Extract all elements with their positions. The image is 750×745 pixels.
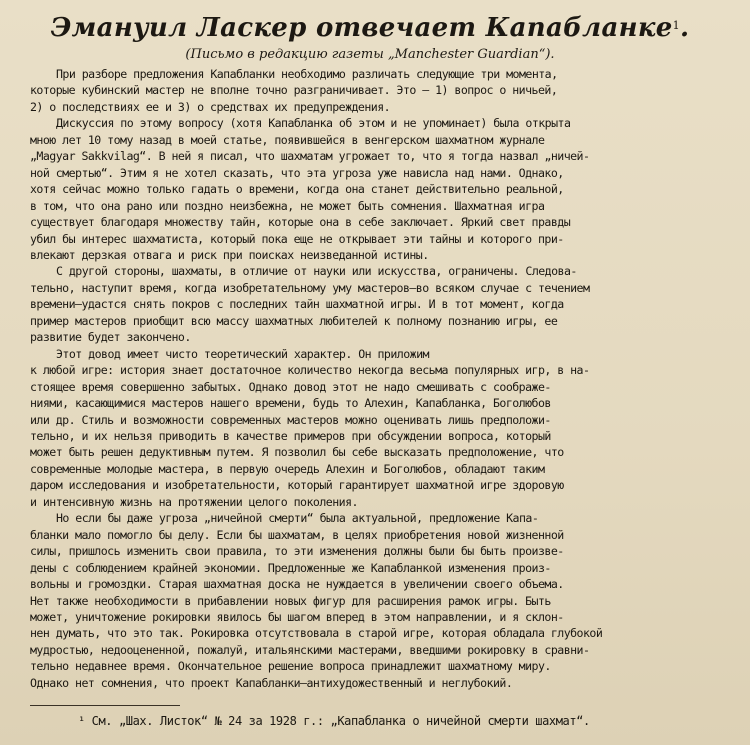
footnote-separator [30,705,180,706]
text-line: в том, что она рано или поздно неизбежна, не может быть сомнения. Шахматная игра [30,198,545,213]
text-line: мною лет 10 тому назад в моей статье, появившейся в венгерском шахматном журнале [30,132,545,147]
title-period: . [679,13,690,43]
paragraph [30,510,710,691]
text-line: даром исследования и изобретательности, который гарантирует шахматной игре здоровую [30,478,564,493]
text-line: ной смертью“. Этим я не хотел сказать, что эта угроза уже нависла над нами. Однако, [30,165,564,180]
text-line: развитие будет закончено. [30,330,191,345]
text-line: нен думать, что это так. Рокировка отсутствовала в старой игре, которая обладала глубокой [30,626,603,641]
text-line: пример мастеров приобщит всю массу шахматных любителей к полному познанию игры, ее [30,313,558,328]
text-line: Этот довод имеет чисто теоретический характер. Он приложим [56,346,429,361]
text-line: может, уничтожение рокировки явилось бы шагом вперед в этом направлении, и я склон- [30,609,564,624]
text-line: современные молодые мастера, в первую очередь Алехин и Боголюбов, обладают таким [30,461,545,476]
article-title-text: Эмануил Ласкер отвечает Капабланке [50,13,673,43]
text-line: Дискуссия по этому вопросу (хотя Капабланка об этом и не упоминает) была открыта [56,116,571,131]
footnote: ¹ См. „Шах. Листок“ № 24 за 1928 г.: „Капабланка о ничейной смерти шахмат“. [78,714,590,729]
footnote-marker: 1 [672,19,680,32]
text-line: 2) о последствиях ее и 3) о средствах их предупреждения. [30,99,391,114]
text-line: С другой стороны, шахматы, в отличие от науки или искусства, ограничены. Следова- [56,264,577,279]
text-line: силы, пришлось изменить свои правила, то эти изменения должны были бы быть произве- [30,544,564,559]
text-line: мудростью, недооцененной, пожалуй, итальянскими мастерами, введшими рокировку в сравни- [30,642,590,657]
text-line: тельно, наступит время, когда изобретательному уму мастеров—во всяком случае с течением [30,280,590,295]
paragraph [30,263,710,345]
text-line: существует благодаря множеству тайн, которые она в себе заключает. Яркий свет правды [30,215,571,230]
text-line: дены с соблюдением крайней экономии. Предложенные же Капабланкой изменения произ- [30,560,551,575]
text-line: бланки мало помогло бы делу. Если бы шахматам, в целях приобретения новой жизненной [30,527,564,542]
text-line: к любой игре: история знает достаточное количество некогда весьма популярных игр, в на- [30,363,590,378]
text-line: и интенсивную жизнь на протяжении целого поколения. [30,494,358,509]
text-line: хотя сейчас можно только гадать о времени, когда она станет действительно реальной, [30,182,564,197]
text-line: может быть решен дедуктивным путем. Я позволил бы себе высказать предположение, что [30,445,564,460]
text-line: стоящее время совершенно забытых. Однако довод этот не надо смешивать с соображе- [30,379,551,394]
text-line: тельно недавнее время. Окончательное решение вопроса принадлежит шахматному миру. [30,659,551,674]
text-line: ниями, касающимися мастеров нашего времени, будь то Алехин, Капабланка, Боголюбов [30,396,551,411]
article-subtitle: (Письмо в редакцию газеты „Manchester Guardian“). [185,47,555,62]
paragraph [30,346,710,511]
text-line: тельно, и их нельзя приводить в качестве примеров при обсуждении вопроса, который [30,428,551,443]
text-line: Однако нет сомнения, что проект Капабланки—антихудожественный и неглубокий. [30,675,513,690]
text-line: Нет также необходимости в прибавлении новых фигур для расширения рамок игры. Быть [30,593,551,608]
article-title [30,12,710,44]
text-line: При разборе предложения Капабланки необходимо различать следующие три момента, [56,67,558,81]
text-line: вольны и громоздки. Старая шахматная доска не нуждается в увеличении своего объема. [30,577,564,592]
article-body [30,66,710,691]
text-line: Но если бы даже угроза „ничейной смерти“ была актуальной, предложение Капа- [56,511,539,526]
paragraph [30,66,710,115]
text-line: которые кубинский мастер не вполне точно разграничивает. Это — 1) вопрос о ничьей, [30,83,558,98]
text-line: влекают дерзкая отвага и риск при поисках неизведанной истины. [30,247,429,262]
paragraph [30,115,710,263]
text-line: времени—удастся снять покров с последних тайн шахматной игры. И в тот момент, когда [30,297,564,312]
text-line: „Magyar Sakkvilag“. В ней я писал, что шахматам угрожает то, что я тогда назвал „ничей- [30,149,590,164]
text-line: убил бы интерес шахматиста, который пока еще не открывает эти тайны и которого при- [30,231,564,246]
text-line: или др. Стиль и возможности современных мастеров можно оценивать лишь предположи- [30,412,551,427]
